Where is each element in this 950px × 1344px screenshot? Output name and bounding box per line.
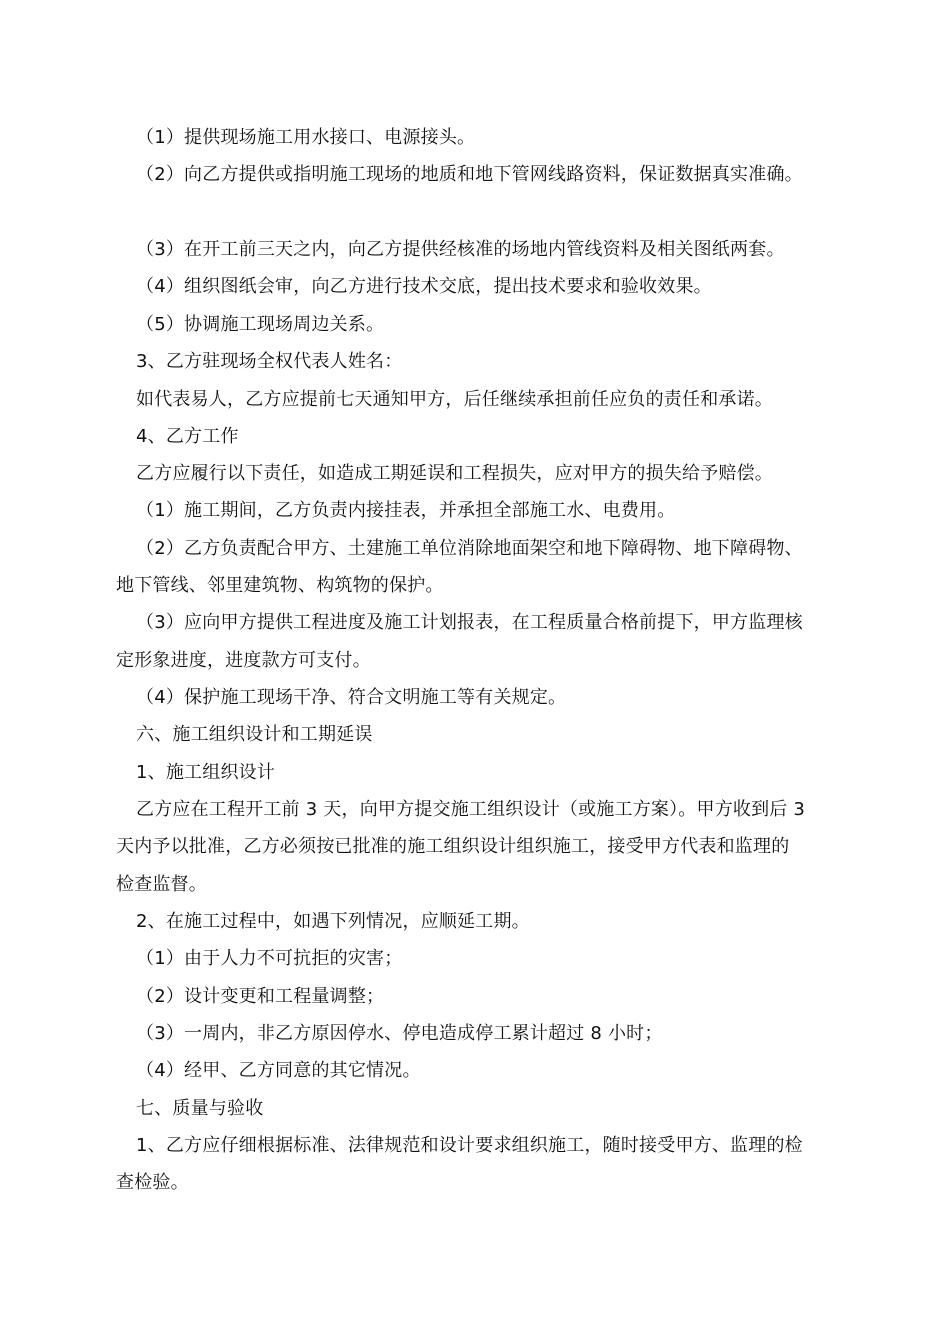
section-heading: 六、施工组织设计和工期延误 [136,724,373,745]
list-item: （1）提供现场施工用水接口、电源接头。 [136,127,476,148]
subsection-heading: 1、施工组织设计 [136,762,276,783]
paragraph-line: 检查监督。 [116,874,207,895]
paragraph-line: 乙方应在工程开工前 3 天，向甲方提交施工组织设计（或施工方案）。甲方收到后 3 [136,799,806,820]
list-item: （4）保护施工现场干净、符合文明施工等有关规定。 [136,687,567,708]
section-heading: 4、乙方工作 [136,426,239,447]
list-item: （1）由于人力不可抗拒的灾害； [136,948,403,969]
list-item: （2）向乙方提供或指明施工现场的地质和地下管网线路资料，保证数据真实准确。 [136,164,803,185]
list-item: （5）协调施工现场周边关系。 [136,314,385,335]
list-item: （3）在开工前三天之内，向乙方提供经核准的场地内管线资料及相关图纸两套。 [136,239,785,260]
paragraph-line: 查检验。 [116,1172,189,1193]
list-item: （3）应向甲方提供工程进度及施工计划报表，在工程质量合格前提下，甲方监理核 [136,612,803,633]
paragraph-line: 乙方应履行以下责任，如造成工期延误和工程损失，应对甲方的损失给予赔偿。 [136,463,773,484]
subsection-heading: 2、在施工过程中，如遇下列情况，应顺延工期。 [136,911,530,932]
list-item: （3）一周内，非乙方原因停水、停电造成停工累计超过 8 小时； [136,1023,663,1044]
list-item: （1）施工期间，乙方负责内接挂表，并承担全部施工水、电费用。 [136,500,676,521]
section-heading: 七、质量与验收 [136,1098,264,1119]
paragraph-line: 天内予以批准，乙方必须按已批准的施工组织设计组织施工，接受甲方代表和监理的 [116,836,790,857]
paragraph-line: 定形象进度，进度款方可支付。 [116,650,371,671]
list-item: （4）组织图纸会审，向乙方进行技术交底，提出技术要求和验收效果。 [136,276,712,297]
list-item: （2）乙方负责配合甲方、土建施工单位消除地面架空和地下障碍物、地下障碍物、 [136,538,803,559]
list-item: （4）经甲、乙方同意的其它情况。 [136,1060,421,1081]
paragraph-line: 如代表易人，乙方应提前七天通知甲方，后任继续承担前任应负的责任和承诺。 [136,389,773,410]
paragraph-line: 地下管线、邻里建筑物、构筑物的保护。 [116,575,444,596]
list-item: （2）设计变更和工程量调整； [136,986,385,1007]
section-heading: 3、乙方驻现场全权代表人姓名： [136,351,403,372]
paragraph-line: 1、乙方应仔细根据标准、法律规范和设计要求组织施工，随时接受甲方、监理的检 [136,1135,803,1156]
